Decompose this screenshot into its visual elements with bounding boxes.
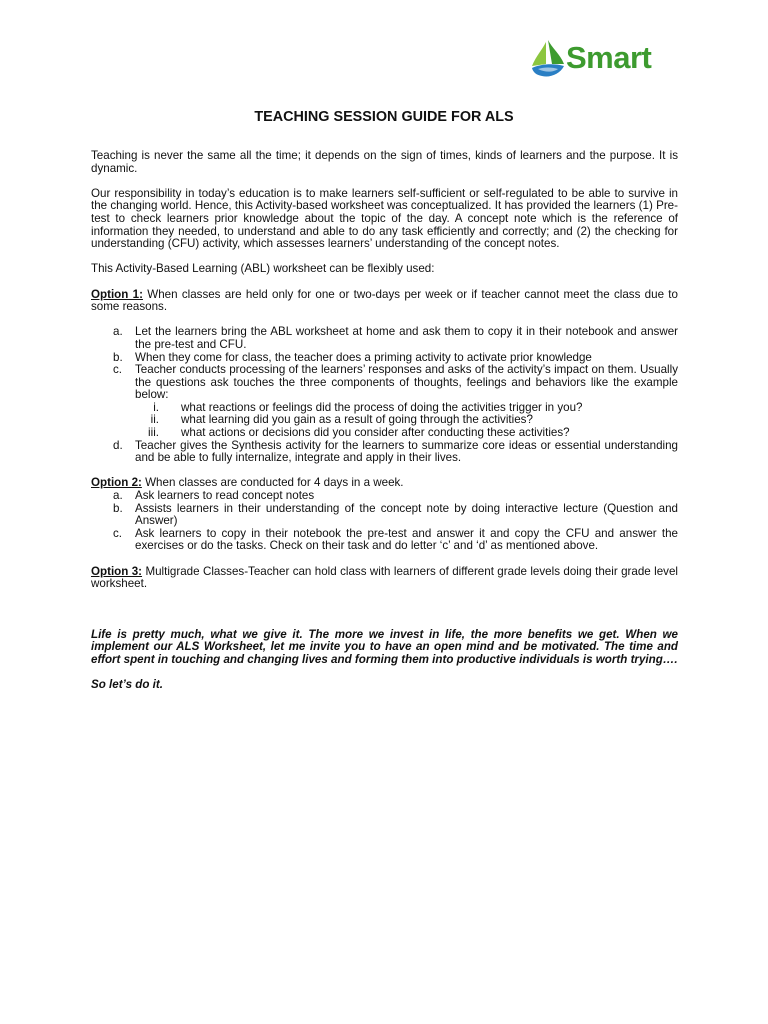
question-sub-list bbox=[135, 402, 678, 440]
list-marker: c. bbox=[113, 526, 123, 540]
list-item bbox=[91, 364, 678, 440]
option-3-label: Option 3: bbox=[91, 564, 143, 578]
list-marker: c. bbox=[113, 363, 123, 377]
sub-list-marker: iii. bbox=[148, 426, 159, 440]
sub-list-marker: ii. bbox=[150, 413, 159, 427]
option-1-label: Option 1: bbox=[91, 287, 143, 301]
option-3-text: Multigrade Classes-Teacher can hold class with learners of different grade levels doing their grade level worksheet. bbox=[91, 564, 678, 591]
option-2-label: Option 2: bbox=[91, 476, 142, 490]
sign-off: So let’s do it. bbox=[91, 678, 163, 692]
intro-paragraph-2: Our responsibility in today’s education is to make learners self-sufficient or self-regulated to be able to survive in the changing world. Hence, this Activity-based worksheet was conceptualized. It has provided the learners (1) Pre-test to check learners prior knowledge about the topic of the day. A concept note which is the reference of information they needed, to understand and able to do any task efficiently and correctly; and (2) the checking for understanding (CFU) activity, which assesses learners’ understanding of the concept notes. bbox=[91, 186, 678, 251]
option-1-list bbox=[91, 326, 678, 465]
sub-list-marker: i. bbox=[153, 400, 159, 414]
option-1-text: When classes are held only for one or two-days per week or if teacher cannot meet the class due to some reasons. bbox=[91, 287, 678, 314]
list-item bbox=[91, 528, 678, 553]
smart-logo-icon bbox=[530, 38, 566, 78]
list-marker: a. bbox=[113, 489, 123, 503]
option-2-text: When classes are conducted for 4 days in a week. bbox=[141, 476, 404, 490]
intro-paragraph-1: Teaching is never the same all the time; it depends on the sign of times, kinds of learners and the purpose. It is dynamic. bbox=[91, 149, 678, 175]
smart-logo bbox=[530, 38, 678, 80]
list-item-text: Teacher conducts processing of the learners’ responses and asks of the activity’s impact on them. Usually the questions ask touches the three components of thoughts, feelings and behaviors like the example below: bbox=[135, 363, 678, 402]
list-marker: d. bbox=[113, 438, 123, 452]
list-item-text: Assists learners in their understanding of the concept note by doing interactive lecture (Question and Answer) bbox=[135, 501, 678, 528]
list-marker: b. bbox=[113, 350, 123, 364]
list-item-text: Ask learners to read concept notes bbox=[135, 489, 315, 503]
sub-list-item-text: what learning did you gain as a result of going through the activities? bbox=[181, 413, 533, 427]
list-item-text: Teacher gives the Synthesis activity for the learners to summarize core ideas or essential understanding and be able to fully internalize, integrate and apply in their lives. bbox=[135, 438, 678, 465]
page-title: TEACHING SESSION GUIDE FOR ALS bbox=[254, 109, 514, 125]
sub-list-item-text: what actions or decisions did you consider after conducting these activities? bbox=[181, 426, 570, 440]
list-item-text: Ask learners to copy in their notebook the pre-test and answer it and copy the CFU and answer the exercises or do the tasks. Check on their task and do letter ‘c’ and ‘d’ as mentioned above. bbox=[135, 526, 678, 553]
logo-text: Smart bbox=[566, 40, 652, 75]
option-2-list bbox=[91, 490, 678, 553]
list-item bbox=[91, 503, 678, 528]
intro-paragraph-3: This Activity-Based Learning (ABL) worksheet can be flexibly used: bbox=[91, 262, 435, 276]
option-3-paragraph bbox=[91, 566, 678, 591]
document-body bbox=[91, 150, 678, 692]
list-marker: a. bbox=[113, 325, 123, 339]
sub-list-item-text: what reactions or feelings did the process of doing the activities trigger in you? bbox=[181, 400, 583, 414]
list-item bbox=[91, 326, 678, 351]
list-item bbox=[91, 440, 678, 465]
list-item-text: Let the learners bring the ABL worksheet at home and ask them to copy it in their notebook and answer the pre-test and CFU. bbox=[135, 325, 678, 351]
list-item-text: When they come for class, the teacher does a priming activity to activate prior knowledge bbox=[135, 350, 592, 364]
closing-paragraph: Life is pretty much, what we give it. The more we invest in life, the more benefits we get. When we implement our ALS Worksheet, let me invite you to have an open mind and be motivated. The time and effort spent in touching and changing lives and forming them into productive individuals is worth trying…. bbox=[91, 627, 678, 666]
list-marker: b. bbox=[113, 501, 123, 515]
option-1-paragraph bbox=[91, 289, 678, 314]
